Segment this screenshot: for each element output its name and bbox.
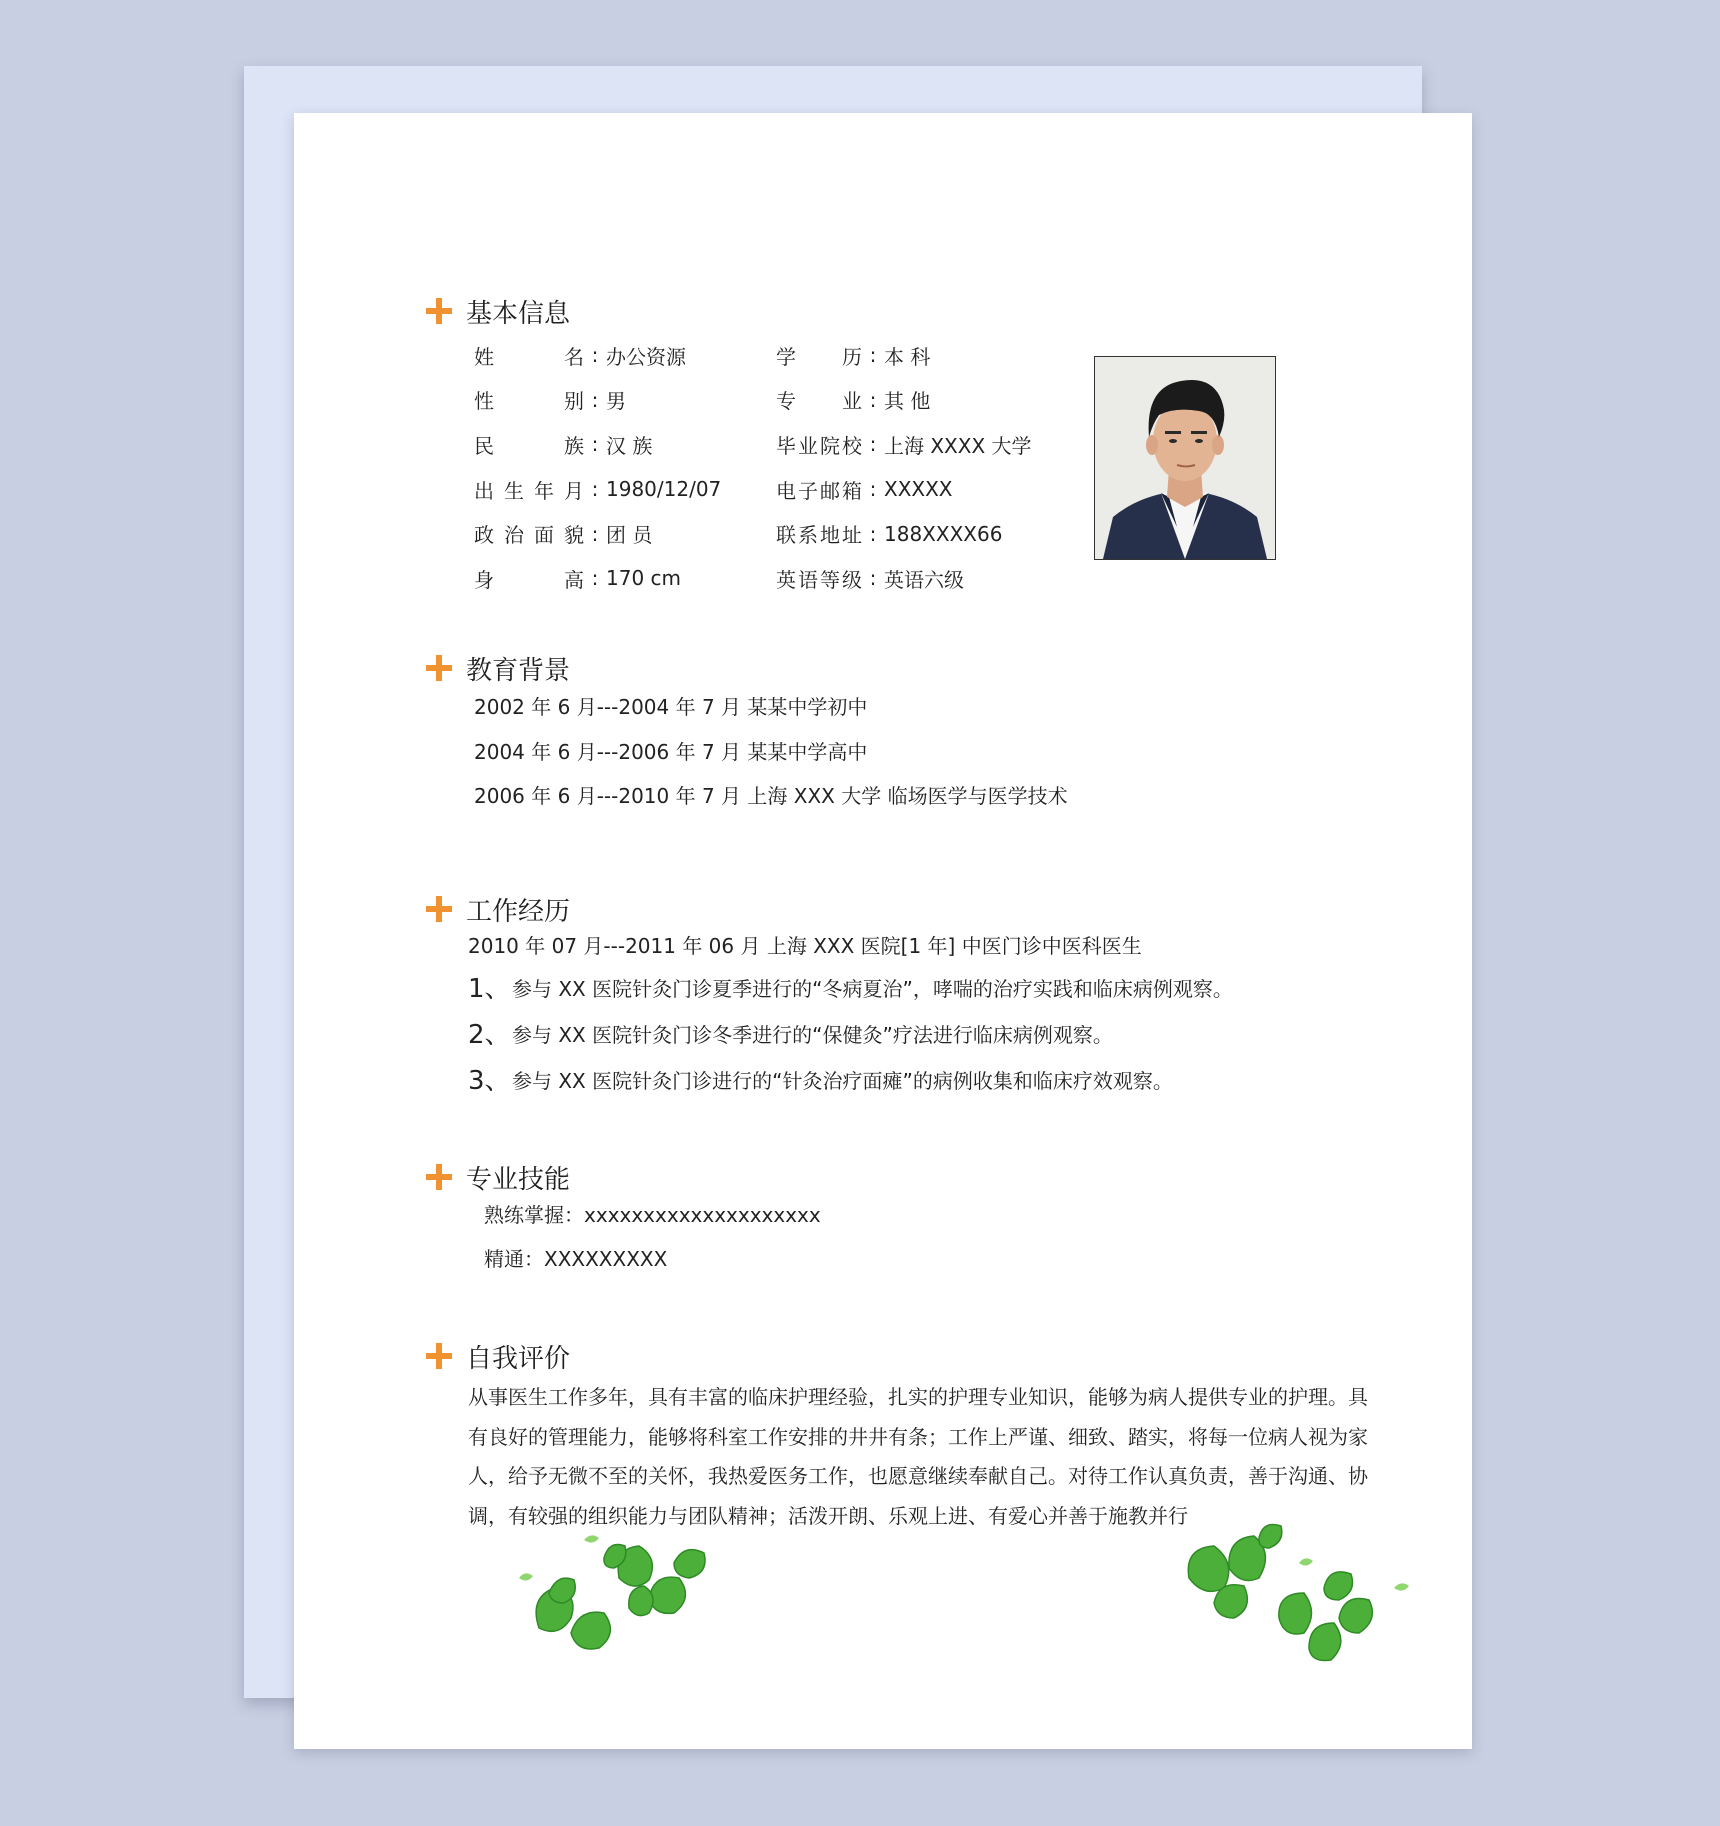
info-value: 1980/12/07	[606, 477, 722, 502]
info-row: 性别 : 男 专业 : 其 他	[474, 378, 1074, 423]
section-basic-info	[426, 291, 570, 331]
section-title: 工作经历	[466, 896, 571, 927]
info-label: 电子邮箱	[776, 478, 862, 503]
skill-row	[484, 1193, 821, 1237]
work-header: 2010 年 07 月---2011 年 06 月 上海 XXX 医院[1 年] 中医门诊中医科医生	[468, 934, 1142, 958]
info-value: 男	[606, 389, 626, 414]
section-title: 教育背景	[466, 655, 571, 686]
person-photo-graphic	[1095, 357, 1275, 559]
work-item-number: 1、	[468, 974, 511, 1004]
skill-value: XXXXXXXXX	[544, 1247, 668, 1271]
plus-icon	[426, 655, 452, 681]
education-item: 2004 年 6 月---2006 年 7 月 某某中学高中	[474, 739, 868, 764]
plus-icon	[426, 298, 452, 324]
info-label: 身高	[474, 567, 584, 592]
info-value: 本 科	[884, 344, 931, 369]
info-row: 出生年月 : 1980/12/07 电子邮箱 : XXXXX	[474, 467, 1074, 512]
skill-row	[484, 1237, 821, 1281]
skill-label: 熟练掌握：	[484, 1203, 584, 1227]
plus-icon	[426, 896, 452, 922]
skill-value: xxxxxxxxxxxxxxxxxxxx	[584, 1203, 821, 1227]
person-photo	[1094, 356, 1276, 560]
info-row: 政治面貌 : 团 员 联系地址 : 188XXXX66	[474, 511, 1074, 556]
info-value: XXXXX	[884, 477, 953, 502]
skills-list	[484, 1193, 821, 1281]
basic-info-grid	[474, 333, 1074, 601]
section-skills	[426, 1157, 570, 1197]
info-label: 专业	[776, 389, 862, 414]
work-item	[468, 1012, 1233, 1058]
section-title: 专业技能	[466, 1164, 571, 1195]
info-value: 英语六级	[884, 567, 964, 592]
info-value: 170 cm	[606, 566, 682, 591]
education-item: 2006 年 6 月---2010 年 7 月 上海 XXX 大学 临场医学与医学技术	[474, 784, 1068, 809]
work-item-text: 参与 XX 医院针灸门诊冬季进行的“保健灸”疗法进行临床病例观察。	[512, 1023, 1113, 1047]
info-value: 其 他	[884, 389, 931, 414]
info-value: 上海 XXXX 大学	[884, 433, 1032, 458]
info-label: 英语等级	[776, 567, 862, 592]
info-label: 政治面貌	[474, 523, 584, 548]
section-education	[426, 648, 570, 688]
plus-icon	[426, 1343, 452, 1369]
work-item-text: 参与 XX 医院针灸门诊夏季进行的“冬病夏治”，哮喘的治疗实践和临床病例观察。	[512, 977, 1233, 1001]
info-label: 姓名	[474, 344, 584, 369]
info-row: 姓名 : 办公资源 学历 : 本 科	[474, 333, 1074, 378]
leaf-icon	[509, 1518, 749, 1668]
skill-label: 精通：	[484, 1247, 544, 1271]
leaf-icon	[1159, 1508, 1419, 1673]
self-eval-text: 从事医生工作多年，具有丰富的临床护理经验，扎实的护理专业知识，能够为病人提供专业的护理。具有良好的管理能力，能够将科室工作安排的井井有条；工作上严谨、细致、踏实，将每一位病人视为家人，给予无微不至的关怀，我热爱医务工作，也愿意继续奉献自己。对待工作认真负责，善于沟通、协调，有较强的组织能力与团队精神；活泼开朗、乐观上进、有爱心并善于施教并行	[468, 1385, 1368, 1528]
info-row: 身高 : 170 cm 英语等级 : 英语六级	[474, 556, 1074, 601]
info-row: 民族 : 汉 族 毕业院校 : 上海 XXXX 大学	[474, 422, 1074, 467]
work-item	[468, 1058, 1233, 1104]
section-title: 自我评价	[466, 1343, 571, 1374]
info-label: 民族	[474, 433, 584, 458]
section-work	[426, 889, 570, 929]
education-list	[474, 685, 1068, 819]
plus-icon	[426, 1164, 452, 1190]
work-block	[468, 926, 1233, 1104]
info-value: 团 员	[606, 523, 653, 548]
section-title: 基本信息	[466, 298, 571, 329]
info-value: 办公资源	[606, 344, 686, 369]
info-label: 学历	[776, 344, 862, 369]
resume-page	[294, 113, 1472, 1749]
work-item	[468, 966, 1233, 1012]
work-item-number: 3、	[468, 1066, 511, 1096]
education-item: 2002 年 6 月---2004 年 7 月 某某中学初中	[474, 695, 868, 719]
info-label: 出生年月	[474, 478, 584, 503]
work-item-number: 2、	[468, 1020, 511, 1050]
info-value: 汉 族	[606, 433, 653, 458]
info-label: 联系地址	[776, 523, 862, 548]
info-value: 188XXXX66	[884, 521, 1003, 546]
info-label: 毕业院校	[776, 433, 862, 458]
info-label: 性别	[474, 389, 584, 414]
section-self-eval	[426, 1336, 570, 1376]
work-item-text: 参与 XX 医院针灸门诊进行的“针灸治疗面瘫”的病例收集和临床疗效观察。	[512, 1069, 1173, 1093]
